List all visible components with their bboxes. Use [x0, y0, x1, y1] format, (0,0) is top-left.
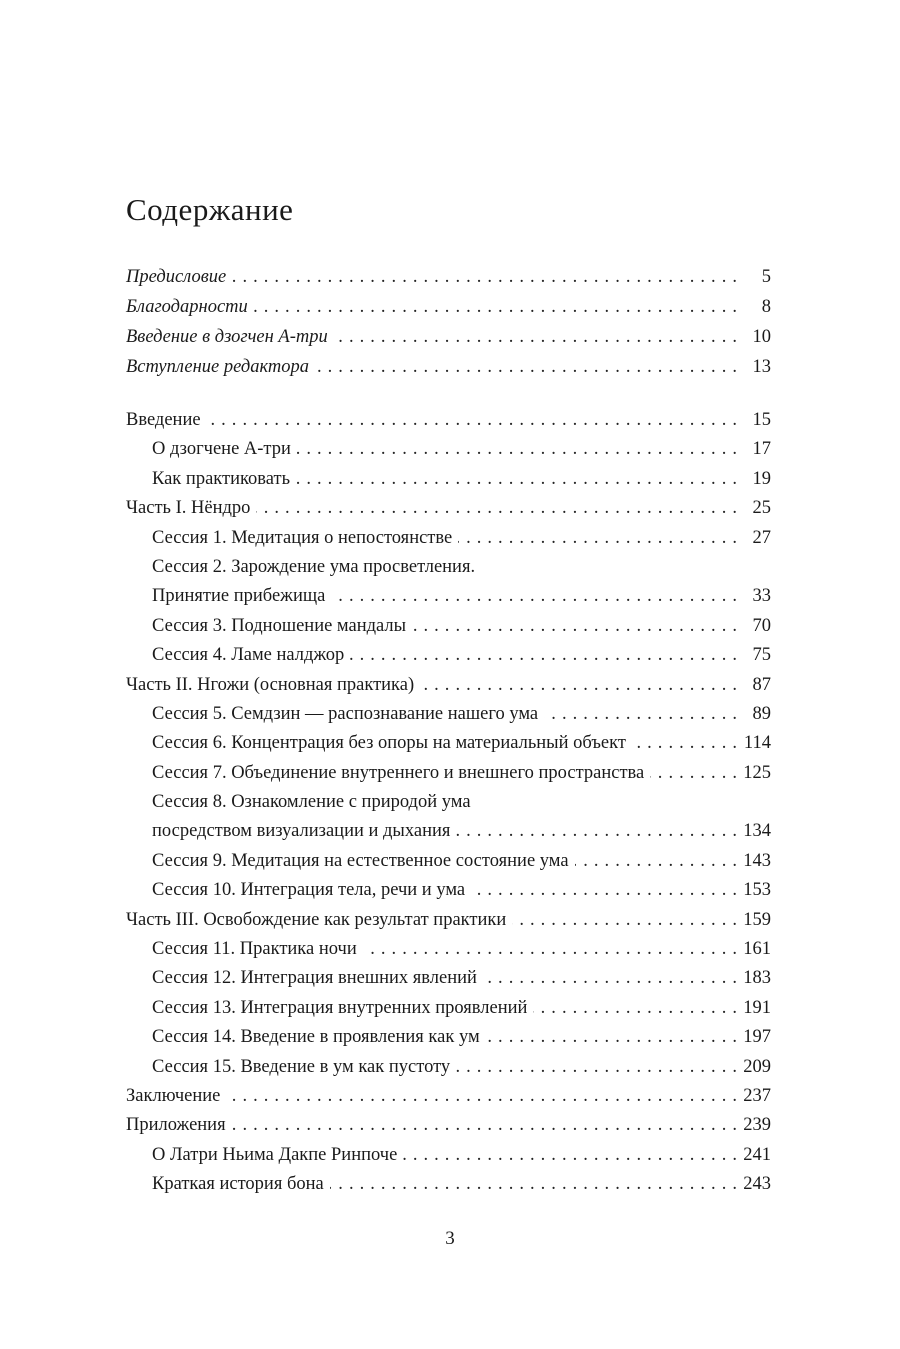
- dot-leader: [350, 641, 737, 670]
- toc-entry[interactable]: [126, 494, 771, 523]
- toc-entry-page: 114: [743, 733, 771, 754]
- toc-entry-label: О Латри Ньима Дакпе Ринпоче: [152, 1144, 398, 1165]
- toc-entry-label: Сессия 12. Интеграция внешних явлений: [152, 968, 477, 989]
- dot-leader: [632, 729, 737, 758]
- toc-entry[interactable]: [126, 1170, 771, 1199]
- dot-leader: [207, 406, 737, 435]
- toc-entry[interactable]: [126, 729, 771, 758]
- toc-entry-label: Сессия 11. Практика ночи: [152, 939, 357, 960]
- toc-entry-page: 19: [752, 468, 771, 489]
- toc-entry[interactable]: [126, 964, 771, 993]
- toc-entry-label: Введение: [126, 410, 201, 430]
- toc-entry-label: Вступление редактора: [126, 357, 310, 377]
- toc-entry-page: 241: [743, 1144, 771, 1165]
- toc-entry-label: Часть II. Нгожи (основная практика): [126, 674, 415, 695]
- toc-entry[interactable]: [126, 1023, 771, 1052]
- toc-entry-label: Сессия 4. Ламе налджор: [152, 645, 345, 666]
- toc-entry[interactable]: [126, 553, 771, 582]
- toc-entry-page: 209: [743, 1056, 771, 1077]
- dot-leader: [226, 1082, 737, 1111]
- toc-entry-page: 125: [743, 762, 771, 783]
- toc-entry-page: 33: [752, 586, 771, 607]
- dot-leader: [330, 1170, 737, 1199]
- toc-entry-page: 243: [743, 1174, 771, 1195]
- toc-entry[interactable]: [126, 612, 771, 641]
- toc-entry-page: 239: [743, 1115, 771, 1136]
- toc-entry-label: О дзогчене А-три: [152, 439, 291, 460]
- dot-leader: [650, 759, 737, 788]
- toc-entry-page: 89: [752, 703, 771, 724]
- toc-entry-page: 159: [743, 909, 771, 930]
- dot-leader: [456, 1053, 737, 1082]
- toc-entry-page: 27: [752, 527, 771, 548]
- toc-entry-page: 13: [752, 357, 771, 377]
- toc-entry-label: Часть I. Нёндро: [126, 498, 251, 519]
- dot-leader: [363, 935, 737, 964]
- dot-leader: [256, 494, 737, 523]
- toc-entry-label: Краткая история бона: [152, 1174, 324, 1195]
- dot-leader: [420, 671, 737, 700]
- toc-main: [126, 406, 771, 1200]
- toc-entry-label: Сессия 7. Объединение внутреннего и внешнего пространства: [152, 762, 645, 783]
- toc-entry-page: 197: [743, 1027, 771, 1048]
- toc-entry[interactable]: [126, 700, 771, 729]
- dot-leader: [403, 1141, 737, 1170]
- page-title: Содержание: [126, 192, 294, 227]
- toc-entry[interactable]: [126, 582, 771, 611]
- toc-entry[interactable]: [126, 322, 771, 352]
- dot-leader: [533, 994, 737, 1023]
- dot-leader: [334, 322, 737, 352]
- dot-leader: [512, 906, 737, 935]
- dot-leader: [232, 1111, 737, 1140]
- toc-entry-page: 15: [752, 410, 771, 430]
- toc-entry[interactable]: [126, 292, 771, 322]
- toc-entry-label: Сессия 14. Введение в проявления как ум: [152, 1027, 480, 1048]
- toc-entry-page: 183: [743, 968, 771, 989]
- toc-entry-label: Сессия 3. Подношение мандалы: [152, 615, 407, 636]
- toc-entry-page: 134: [743, 821, 771, 842]
- toc-entry-label: Сессия 10. Интеграция тела, речи и ума: [152, 880, 466, 901]
- toc-entry[interactable]: [126, 994, 771, 1023]
- dot-leader: [315, 352, 737, 382]
- toc-entry[interactable]: [126, 788, 771, 817]
- toc-entry-label: Сессия 13. Интеграция внутренних проявлений: [152, 997, 528, 1018]
- toc-entry-label: Сессия 5. Семдзин — распознавание нашего ума: [152, 703, 539, 724]
- dot-leader: [232, 262, 737, 292]
- toc-entry-label: Сессия 15. Введение в ум как пустоту: [152, 1056, 451, 1077]
- toc-entry[interactable]: [126, 1111, 771, 1140]
- toc-entry[interactable]: [126, 641, 771, 670]
- toc-entry[interactable]: [126, 906, 771, 935]
- toc-entry-label: Заключение: [126, 1085, 221, 1106]
- toc-entry[interactable]: [126, 435, 771, 464]
- toc-entry-page: 17: [752, 439, 771, 460]
- toc-entry[interactable]: [126, 817, 771, 846]
- toc-entry-page: 25: [752, 498, 771, 519]
- dot-leader: [483, 964, 737, 993]
- dot-leader: [296, 465, 737, 494]
- toc-entry-label: Сессия 2. Зарождение ума просветления.: [152, 556, 476, 577]
- toc-entry[interactable]: [126, 465, 771, 494]
- toc-entry-page: 75: [752, 645, 771, 666]
- toc-entry-page: 70: [752, 615, 771, 636]
- dot-leader: [458, 524, 737, 553]
- toc-front-matter: [126, 262, 771, 382]
- dot-leader: [471, 876, 737, 905]
- toc-entry[interactable]: [126, 671, 771, 700]
- toc-entry-page: 161: [743, 939, 771, 960]
- toc-entry-label: Сессия 8. Ознакомление с природой ума: [152, 792, 471, 813]
- dot-leader: [254, 292, 737, 322]
- toc-entry-page: 8: [761, 297, 771, 317]
- toc-entry-page: 143: [743, 850, 771, 871]
- toc-entry-label: Введение в дзогчен А-три: [126, 327, 328, 347]
- toc-entry-label: Сессия 1. Медитация о непостоянстве: [152, 527, 453, 548]
- toc-entry-page: 10: [752, 327, 771, 347]
- toc-entry[interactable]: [126, 352, 771, 382]
- toc-entry-page: 237: [743, 1085, 771, 1106]
- toc-entry[interactable]: [126, 1082, 771, 1111]
- toc-entry-page: 191: [743, 997, 771, 1018]
- toc-entry-label: Как практиковать: [152, 468, 291, 489]
- dot-leader: [297, 435, 737, 464]
- toc-entry[interactable]: [126, 1141, 771, 1170]
- toc-entry-label: Часть III. Освобождение как результат практики: [126, 909, 507, 930]
- dot-leader: [456, 817, 737, 846]
- toc-entry-label: Сессия 6. Концентрация без опоры на материальный объект: [152, 733, 626, 754]
- toc-entry[interactable]: [126, 406, 771, 435]
- toc-entry[interactable]: [126, 262, 771, 292]
- toc-entry-page: 153: [743, 880, 771, 901]
- toc-entry-label: Принятие прибежища: [152, 586, 326, 607]
- toc-entry-label: Предисловие: [126, 267, 227, 287]
- toc-entry-label: Сессия 9. Медитация на естественное состояние ума: [152, 850, 569, 871]
- dot-leader: [331, 582, 737, 611]
- toc-entry[interactable]: [126, 876, 771, 905]
- page-number: 3: [445, 1228, 455, 1249]
- toc-entry-page: 87: [752, 674, 771, 695]
- toc-entry-label: Благодарности: [126, 297, 248, 317]
- dot-leader: [412, 612, 737, 641]
- toc-entry[interactable]: [126, 524, 771, 553]
- toc-entry-page: 5: [761, 267, 771, 287]
- toc-entry[interactable]: [126, 759, 771, 788]
- toc-entry-label: Приложения: [126, 1115, 226, 1136]
- dot-leader: [486, 1023, 737, 1052]
- dot-leader: [575, 847, 737, 876]
- toc-entry[interactable]: [126, 847, 771, 876]
- toc-entry[interactable]: [126, 1053, 771, 1082]
- toc-entry-label: посредством визуализации и дыхания: [152, 821, 451, 842]
- toc-entry[interactable]: [126, 935, 771, 964]
- dot-leader: [544, 700, 737, 729]
